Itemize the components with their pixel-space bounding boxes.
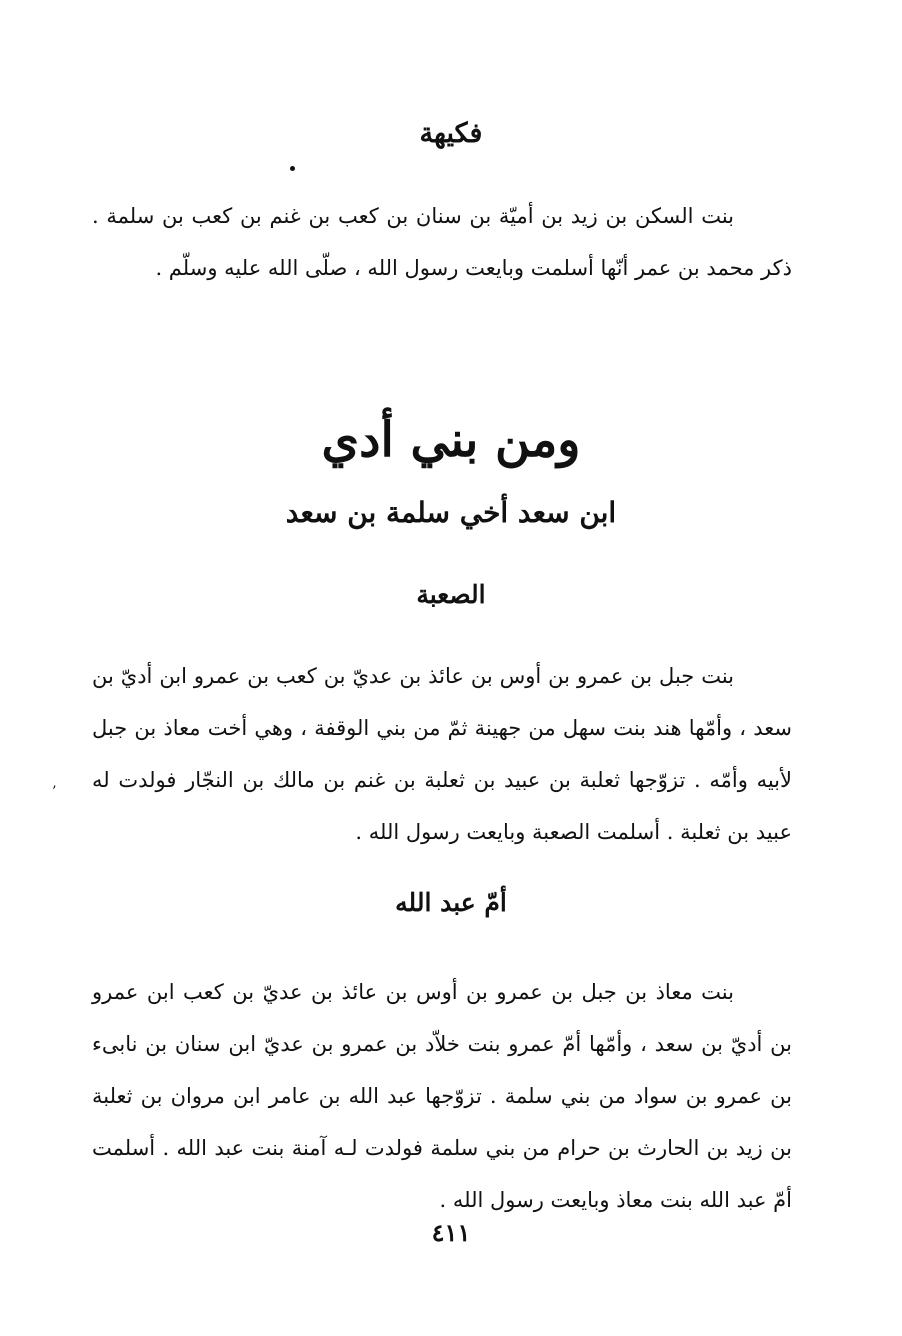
entry-title-fakiha: فكيهة xyxy=(419,118,483,149)
section-subtitle: ابن سعد أخي سلمة بن سعد xyxy=(285,496,617,529)
entry-title-umm-abdallah: أمّ عبد الله xyxy=(395,888,507,917)
entry-text-sa3ba: بنت جبل بن عمرو بن أوس بن عائذ بن عديّ بن كعب بن عمرو ابن أديّ بن سعد ، وأمّها هند بنت سهل من جهينة ثمّ من بني الوقفة ، وهي أخت معاذ بن جبل لأبيه وأمّه . تزوّجها ثعلبة بن عبيد بن ثعلبة بن غنم بن مالك بن النجّار فولدت له عبيد بن ثعلبة . أسلمت الصعبة وبايعت رسول الله . xyxy=(92,664,792,844)
ink-dot xyxy=(290,166,295,171)
entry-text-fakiha: بنت السكن بن زيد بن أميّة بن سنان بن كعب بن غنم بن كعب بن سلمة . ذكر محمد بن عمر أنّها أسلمت وبايعت رسول الله ، صلّى الله عليه وسلّم . xyxy=(92,204,792,280)
page-number: ٤١١ xyxy=(431,1218,471,1247)
entry-title-sa3ba: الصعبة xyxy=(416,580,486,609)
margin-mark: ’ xyxy=(52,784,57,800)
entry-text-umm-abdallah: بنت معاذ بن جبل بن عمرو بن أوس بن عائذ بن عديّ بن كعب ابن عمرو بن أديّ بن سعد ، وأمّها أمّ عمرو بنت خلاّد بن عمرو بن عديّ ابن سنان بن نابىء بن عمرو بن سواد من بني سلمة . تزوّجها عبد الله بن عامر ابن مروان بن ثعلبة بن زيد بن الحارث بن حرام من بني سلمة فولدت لـه آمنة بنت عبد الله . أسلمت أمّ عبد الله بنت معاذ وبايعت رسول الله . xyxy=(92,980,792,1212)
section-title-bani-udai: ومن بني أدي xyxy=(321,412,581,468)
